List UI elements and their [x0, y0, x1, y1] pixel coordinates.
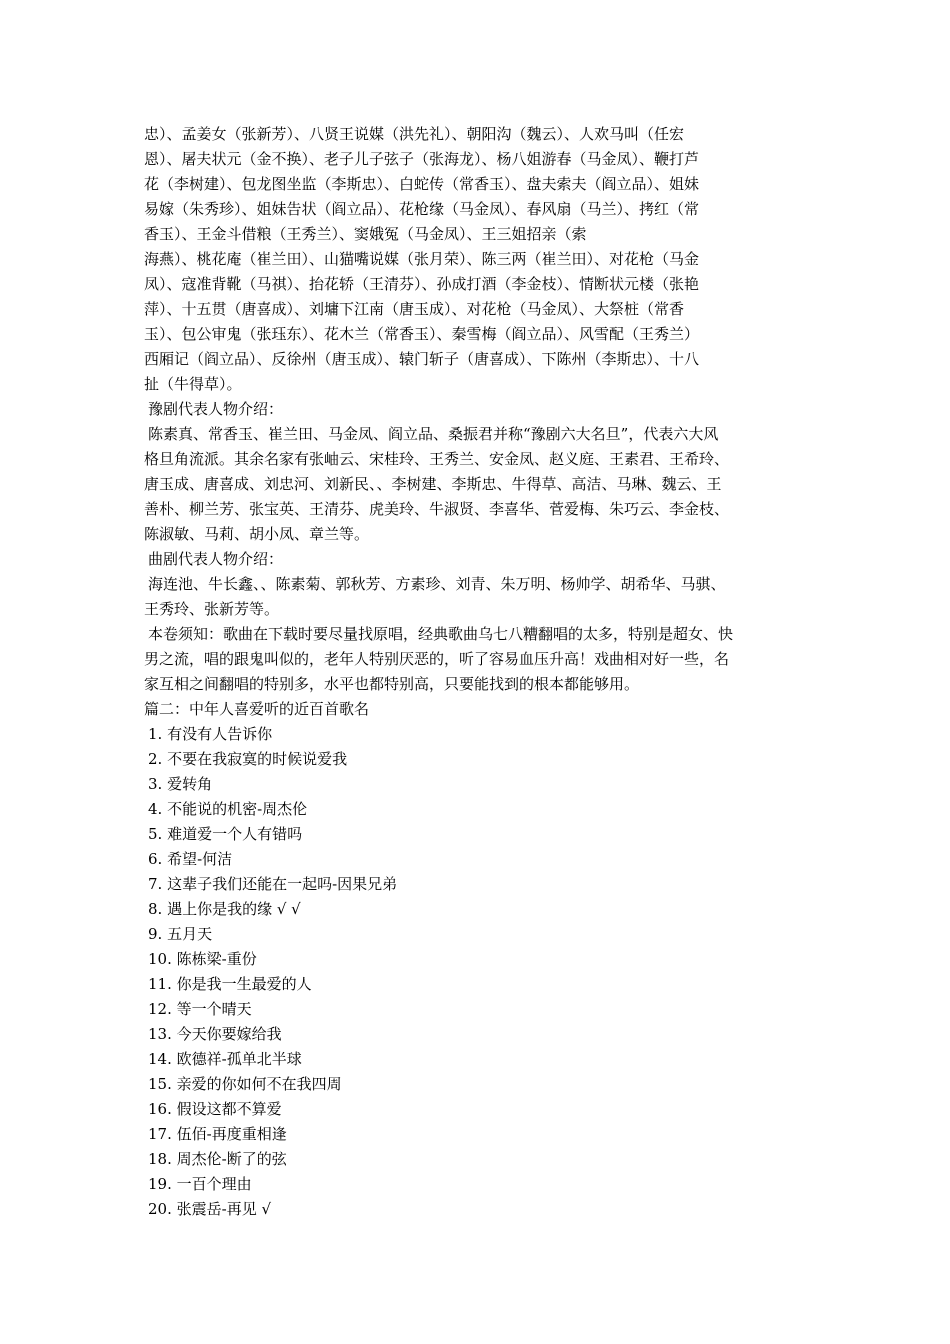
yuju-paragraph — [144, 422, 812, 547]
list-item: 12. 等一个晴天 — [148, 1000, 252, 1018]
list-item: 1. 有没有人告诉你 — [148, 725, 273, 743]
list-item: 10. 陈栋梁-重份 — [148, 950, 257, 968]
list-item: 20. 张震岳-再见 √ — [148, 1200, 272, 1218]
text-line: 恩）、屠夫状元（金不换）、老子儿子弦子（张海龙）、杨八姐游春（马金凤）、鞭打芦 — [144, 150, 700, 168]
text-line: 萍）、十五贯（唐喜成）、刘墉下江南（唐玉成）、对花枪（马金凤）、大祭桩（常香 — [144, 300, 685, 318]
list-item: 17. 伍佰-再度重相逢 — [148, 1125, 287, 1143]
list-item: 2. 不要在我寂寞的时候说爱我 — [148, 750, 348, 768]
text-line: 男之流，唱的跟鬼叫似的，老年人特别厌恶的，听了容易血压升高！戏曲相对好一些，名 — [144, 650, 730, 668]
notice-paragraph — [144, 622, 812, 697]
text-line: 凤）、寇准背靴（马祺）、抬花轿（王清芬）、孙成打酒（李金枝）、情断状元楼（张艳 — [144, 275, 700, 293]
yuju-heading: 豫剧代表人物介绍： — [148, 400, 284, 418]
text-line: 海燕）、桃花庵（崔兰田）、山猫嘴说媒（张月荣）、陈三两（崔兰田）、对花枪（马金 — [144, 250, 700, 268]
text-line: 唐玉成、唐喜成、刘忠河、刘新民、、李树建、李斯忠、牛得草、高洁、马琳、魏云、王 — [144, 475, 722, 493]
list-item: 13. 今天你要嫁给我 — [148, 1025, 282, 1043]
list-item: 9. 五月天 — [148, 925, 213, 943]
list-item: 18. 周杰伦-断了的弦 — [148, 1150, 287, 1168]
text-line: 香玉）、王金斗借粮（王秀兰）、窦娥冤（马金凤）、王三姐招亲（索 — [144, 225, 587, 243]
text-line: 花（李树建）、包龙图坐监（李斯忠）、白蛇传（常香玉）、盘夫索夫（阎立品）、姐妹 — [144, 175, 700, 193]
text-line: 善朴、柳兰芳、张宝英、王清芬、虎美玲、牛淑贤、李喜华、菅爱梅、朱巧云、李金枝、 — [144, 500, 730, 518]
document-page — [144, 122, 812, 1222]
text-line: 易嫁（朱秀珍）、姐妹告状（阎立品）、花枪缘（马金凤）、春风扇（马兰）、拷红（常 — [144, 200, 700, 218]
list-item: 14. 欧德祥-孤单北半球 — [148, 1050, 302, 1068]
quju-paragraph — [144, 572, 812, 622]
opera-list-paragraph — [144, 122, 812, 397]
text-line: 扯（牛得草）。 — [144, 375, 242, 393]
list-item: 3. 爱转角 — [148, 775, 213, 793]
text-line: 玉）、包公审鬼（张珏东）、花木兰（常香玉）、秦雪梅（阎立品）、风雪配（王秀兰） — [144, 325, 700, 343]
song-list — [144, 722, 812, 1222]
text-line: 陈淑敏、马莉、胡小凤、章兰等。 — [144, 525, 370, 543]
text-line: 家互相之间翻唱的特别多，水平也都特别高，只要能找到的根本都能够用。 — [144, 675, 640, 693]
list-item: 4. 不能说的机密-周杰伦 — [148, 800, 308, 818]
list-item: 16. 假设这都不算爱 — [148, 1100, 282, 1118]
text-line: 陈素真、常香玉、崔兰田、马金凤、阎立品、桑振君并称“豫剧六大名旦”，代表六大风 — [148, 425, 719, 443]
part2-heading: 篇二：中年人喜爱听的近百首歌名 — [144, 700, 370, 718]
quju-heading: 曲剧代表人物介绍： — [148, 550, 284, 568]
text-line: 西厢记（阎立品）、反徐州（唐玉成）、辕门斩子（唐喜成）、下陈州（李斯忠）、十八 — [144, 350, 700, 368]
text-line: 忠）、孟姜女（张新芳）、八贤王说媒（洪先礼）、朝阳沟（魏云）、人欢马叫（任宏 — [144, 125, 685, 143]
list-item: 19. 一百个理由 — [148, 1175, 252, 1193]
list-item: 7. 这辈子我们还能在一起吗-因果兄弟 — [148, 875, 398, 893]
text-line: 格旦角流派。其余名家有张岫云、宋桂玲、王秀兰、安金凤、赵义庭、王素君、王希玲、 — [144, 450, 730, 468]
text-line: 王秀玲、张新芳等。 — [144, 600, 280, 618]
list-item: 15. 亲爱的你如何不在我四周 — [148, 1075, 342, 1093]
list-item: 5. 难道爱一个人有错吗 — [148, 825, 303, 843]
list-item: 6. 希望-何洁 — [148, 850, 233, 868]
list-item: 8. 遇上你是我的缘 √ √ — [148, 900, 301, 918]
text-line: 海连池、牛长鑫、、陈素菊、郭秋芳、方素珍、刘青、朱万明、杨帅学、胡希华、马骐、 — [148, 575, 726, 593]
text-line: 本卷须知：歌曲在下载时要尽量找原唱，经典歌曲乌七八糟翻唱的太多，特别是超女、快 — [148, 625, 734, 643]
list-item: 11. 你是我一生最爱的人 — [148, 975, 312, 993]
